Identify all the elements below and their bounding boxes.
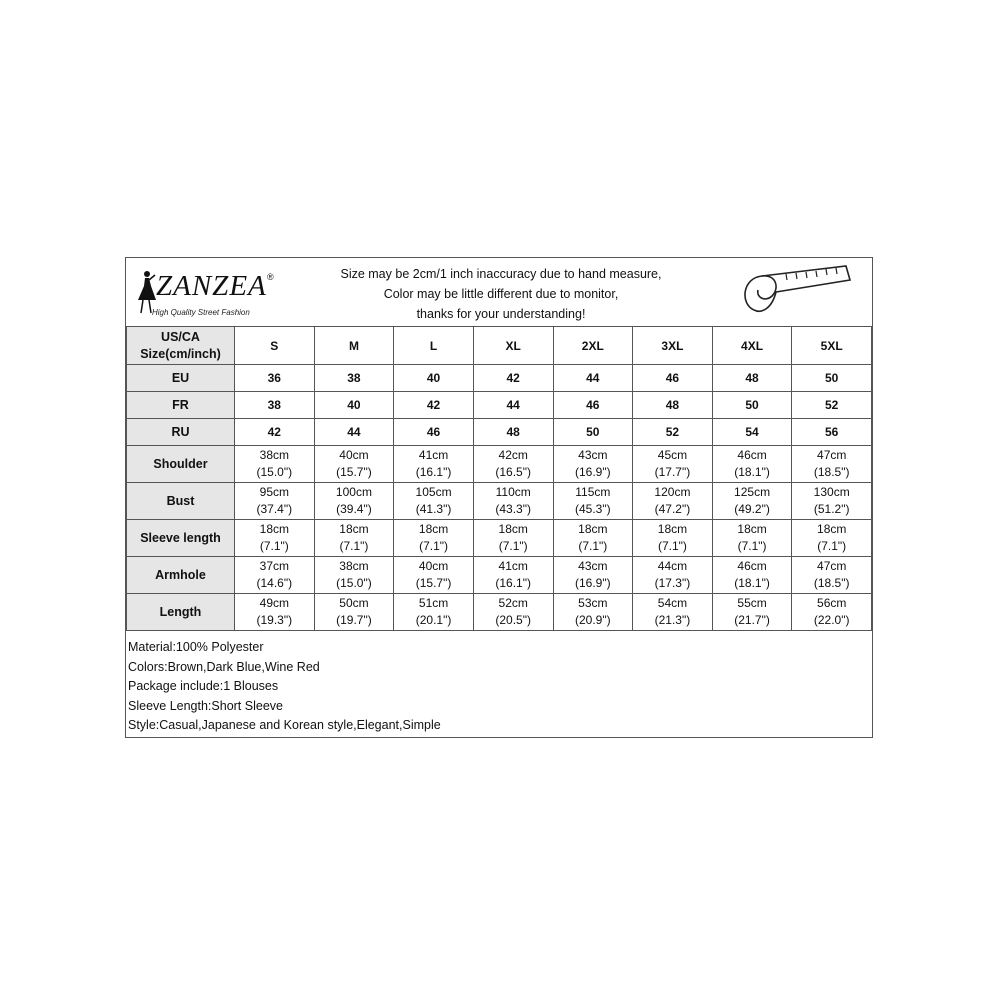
value-cm: 18cm (657, 522, 688, 536)
table-cell: 40 (394, 365, 474, 392)
value-inch: (45.3") (575, 502, 611, 516)
notice-line: Size may be 2cm/1 inch inaccuracy due to hand measure, (340, 267, 662, 281)
value-inch: (19.3") (256, 613, 293, 627)
table-cell: 50 (792, 365, 872, 392)
table-cell (394, 446, 474, 483)
value-cm: 125cm (734, 485, 771, 499)
table-cell (394, 557, 474, 594)
value-inch: (15.0") (336, 576, 372, 590)
value-inch: (16.1") (415, 465, 452, 479)
value-inch: (16.9") (575, 465, 611, 479)
table-cell (235, 446, 315, 483)
value-inch: (22.0") (813, 613, 850, 627)
size-header: M (314, 327, 394, 365)
table-cell (633, 446, 713, 483)
table-cell (712, 483, 792, 520)
table-cell (235, 520, 315, 557)
table-cell (314, 483, 394, 520)
value-cm: 18cm (339, 522, 369, 536)
size-header: S (235, 327, 315, 365)
table-cell (553, 594, 633, 631)
value-cm: 54cm (657, 596, 688, 610)
row-label: Shoulder (127, 446, 235, 483)
table-cell (792, 483, 872, 520)
value-cm: 47cm (817, 559, 847, 573)
value-inch: (18.1") (734, 576, 770, 590)
value-inch: (20.9") (575, 613, 611, 627)
registered-mark: ® (267, 272, 274, 282)
table-cell (633, 520, 713, 557)
value-inch: (37.4") (256, 502, 293, 516)
row-label: RU (127, 419, 235, 446)
spec-sleeve-length: Sleeve Length:Short Sleeve (128, 698, 283, 713)
header-label-unit: Size(cm/inch) (140, 346, 221, 361)
size-header: 3XL (633, 327, 713, 365)
table-cell: 48 (712, 365, 792, 392)
value-cm: 95cm (259, 485, 289, 499)
spec-material: Material:100% Polyester (128, 640, 264, 654)
size-header: 2XL (553, 327, 633, 365)
table-cell (792, 594, 872, 631)
table-cell: 44 (473, 392, 553, 419)
table-cell: 50 (553, 419, 633, 446)
table-cell (473, 446, 553, 483)
value-cm: 56cm (817, 596, 847, 610)
table-cell (712, 446, 792, 483)
value-cm: 50cm (339, 596, 369, 610)
spec-style: Style:Casual,Japanese and Korean style,Elegant,Simple (128, 718, 441, 732)
row-label: Length (127, 594, 235, 631)
value-cm: 49cm (259, 596, 289, 610)
value-inch: (7.1") (817, 539, 847, 553)
value-inch: (16.1") (495, 576, 531, 590)
table-cell: 52 (633, 419, 713, 446)
table-cell (553, 520, 633, 557)
header-label-cell (127, 327, 235, 365)
brand-name: ZANZEA (156, 270, 267, 302)
value-cm: 51cm (418, 596, 449, 610)
row-label: FR (127, 392, 235, 419)
table-cell (394, 594, 474, 631)
table-cell (553, 557, 633, 594)
spec-package: Package include:1 Blouses (128, 679, 279, 693)
value-inch: (17.7") (654, 465, 691, 479)
table-cell (792, 446, 872, 483)
table-cell: 44 (314, 419, 394, 446)
table-cell (314, 557, 394, 594)
value-cm: 105cm (415, 485, 452, 499)
value-cm: 46cm (737, 448, 767, 462)
value-inch: (15.0") (256, 465, 293, 479)
value-inch: (18.1") (734, 465, 770, 479)
table-cell (553, 446, 633, 483)
notice-line: thanks for your understanding! (416, 307, 586, 321)
measurement-notice (306, 264, 696, 324)
table-cell: 40 (314, 392, 394, 419)
value-inch: (19.7") (336, 613, 372, 627)
table-cell: 46 (633, 365, 713, 392)
table-row-shoulder (127, 446, 872, 483)
value-cm: 44cm (657, 559, 688, 573)
table-row-sleeve-length (127, 520, 872, 557)
size-chart (125, 257, 873, 738)
value-cm: 55cm (737, 596, 767, 610)
value-cm: 18cm (817, 522, 847, 536)
table-cell (473, 594, 553, 631)
value-inch: (14.6") (256, 576, 293, 590)
value-cm: 18cm (578, 522, 608, 536)
chart-header (126, 258, 872, 327)
value-inch: (15.7") (336, 465, 372, 479)
table-row-fr (127, 392, 872, 419)
size-header: L (394, 327, 474, 365)
size-header: 5XL (792, 327, 872, 365)
table-cell (792, 520, 872, 557)
table-cell: 36 (235, 365, 315, 392)
value-cm: 18cm (259, 522, 289, 536)
table-cell (792, 557, 872, 594)
value-cm: 41cm (498, 559, 528, 573)
value-cm: 43cm (578, 559, 608, 573)
brand-tagline: High Quality Street Fashion (152, 308, 250, 317)
table-cell (314, 520, 394, 557)
value-inch: (43.3") (495, 502, 531, 516)
table-cell (314, 594, 394, 631)
table-cell: 42 (473, 365, 553, 392)
measuring-tape-icon (736, 262, 856, 324)
value-inch: (15.7") (415, 576, 452, 590)
header-label-region: US/CA (161, 329, 200, 344)
table-row-bust (127, 483, 872, 520)
table-cell: 42 (235, 419, 315, 446)
value-inch: (7.1") (419, 539, 449, 553)
value-inch: (16.5") (495, 465, 531, 479)
table-cell: 38 (235, 392, 315, 419)
size-table (126, 326, 872, 631)
value-inch: (21.7") (734, 613, 770, 627)
table-cell (553, 483, 633, 520)
value-cm: 47cm (817, 448, 847, 462)
value-inch: (41.3") (415, 502, 452, 516)
row-label: Sleeve length (127, 520, 235, 557)
table-cell: 48 (473, 419, 553, 446)
table-cell (394, 483, 474, 520)
value-cm: 18cm (498, 522, 528, 536)
table-row-length (127, 594, 872, 631)
table-cell: 54 (712, 419, 792, 446)
product-specs (126, 638, 874, 736)
value-cm: 18cm (737, 522, 767, 536)
table-cell (633, 557, 713, 594)
value-inch: (7.1") (578, 539, 608, 553)
spec-colors: Colors:Brown,Dark Blue,Wine Red (128, 659, 320, 674)
table-cell (235, 557, 315, 594)
table-cell (235, 594, 315, 631)
value-inch: (49.2") (734, 502, 770, 516)
value-inch: (18.5") (813, 576, 850, 590)
table-cell: 52 (792, 392, 872, 419)
table-cell: 48 (633, 392, 713, 419)
value-cm: 40cm (339, 448, 369, 462)
value-cm: 52cm (498, 596, 528, 610)
row-label: Bust (127, 483, 235, 520)
size-header: 4XL (712, 327, 792, 365)
value-cm: 38cm (259, 448, 289, 462)
table-row-armhole (127, 557, 872, 594)
value-cm: 45cm (657, 448, 688, 462)
table-header-row (127, 327, 872, 365)
table-row-eu (127, 365, 872, 392)
table-cell (633, 483, 713, 520)
value-inch: (20.1") (415, 613, 452, 627)
table-cell (473, 483, 553, 520)
value-cm: 18cm (418, 522, 449, 536)
table-cell (473, 520, 553, 557)
value-cm: 41cm (418, 448, 449, 462)
value-inch: (39.4") (336, 502, 372, 516)
brand-logo (130, 264, 290, 322)
value-inch: (20.5") (495, 613, 531, 627)
value-inch: (47.2") (654, 502, 691, 516)
table-cell (633, 594, 713, 631)
value-cm: 37cm (259, 559, 289, 573)
value-cm: 40cm (418, 559, 449, 573)
value-cm: 110cm (495, 485, 531, 499)
table-cell (235, 483, 315, 520)
table-cell (394, 520, 474, 557)
value-inch: (7.1") (339, 539, 369, 553)
value-cm: 100cm (335, 485, 372, 499)
value-inch: (51.2") (813, 502, 850, 516)
table-cell (712, 594, 792, 631)
value-inch: (7.1") (498, 539, 528, 553)
table-cell (473, 557, 553, 594)
value-cm: 53cm (578, 596, 608, 610)
value-inch: (7.1") (737, 539, 767, 553)
value-cm: 42cm (498, 448, 528, 462)
table-cell: 56 (792, 419, 872, 446)
value-inch: (7.1") (657, 539, 687, 553)
value-inch: (18.5") (813, 465, 850, 479)
value-inch: (7.1") (259, 539, 289, 553)
size-header: XL (473, 327, 553, 365)
table-cell: 46 (553, 392, 633, 419)
table-row-ru (127, 419, 872, 446)
value-cm: 38cm (339, 559, 369, 573)
value-cm: 115cm (575, 485, 611, 499)
value-cm: 46cm (737, 559, 767, 573)
row-label: EU (127, 365, 235, 392)
table-cell: 38 (314, 365, 394, 392)
value-inch: (21.3") (654, 613, 691, 627)
table-cell: 46 (394, 419, 474, 446)
table-cell: 44 (553, 365, 633, 392)
table-cell (314, 446, 394, 483)
value-inch: (17.3") (654, 576, 691, 590)
table-cell (712, 557, 792, 594)
value-inch: (16.9") (575, 576, 611, 590)
row-label: Armhole (127, 557, 235, 594)
value-cm: 43cm (578, 448, 608, 462)
value-cm: 120cm (654, 485, 691, 499)
table-cell: 50 (712, 392, 792, 419)
table-cell (712, 520, 792, 557)
value-cm: 130cm (813, 485, 850, 499)
table-cell: 42 (394, 392, 474, 419)
notice-line: Color may be little different due to monitor, (383, 287, 619, 301)
